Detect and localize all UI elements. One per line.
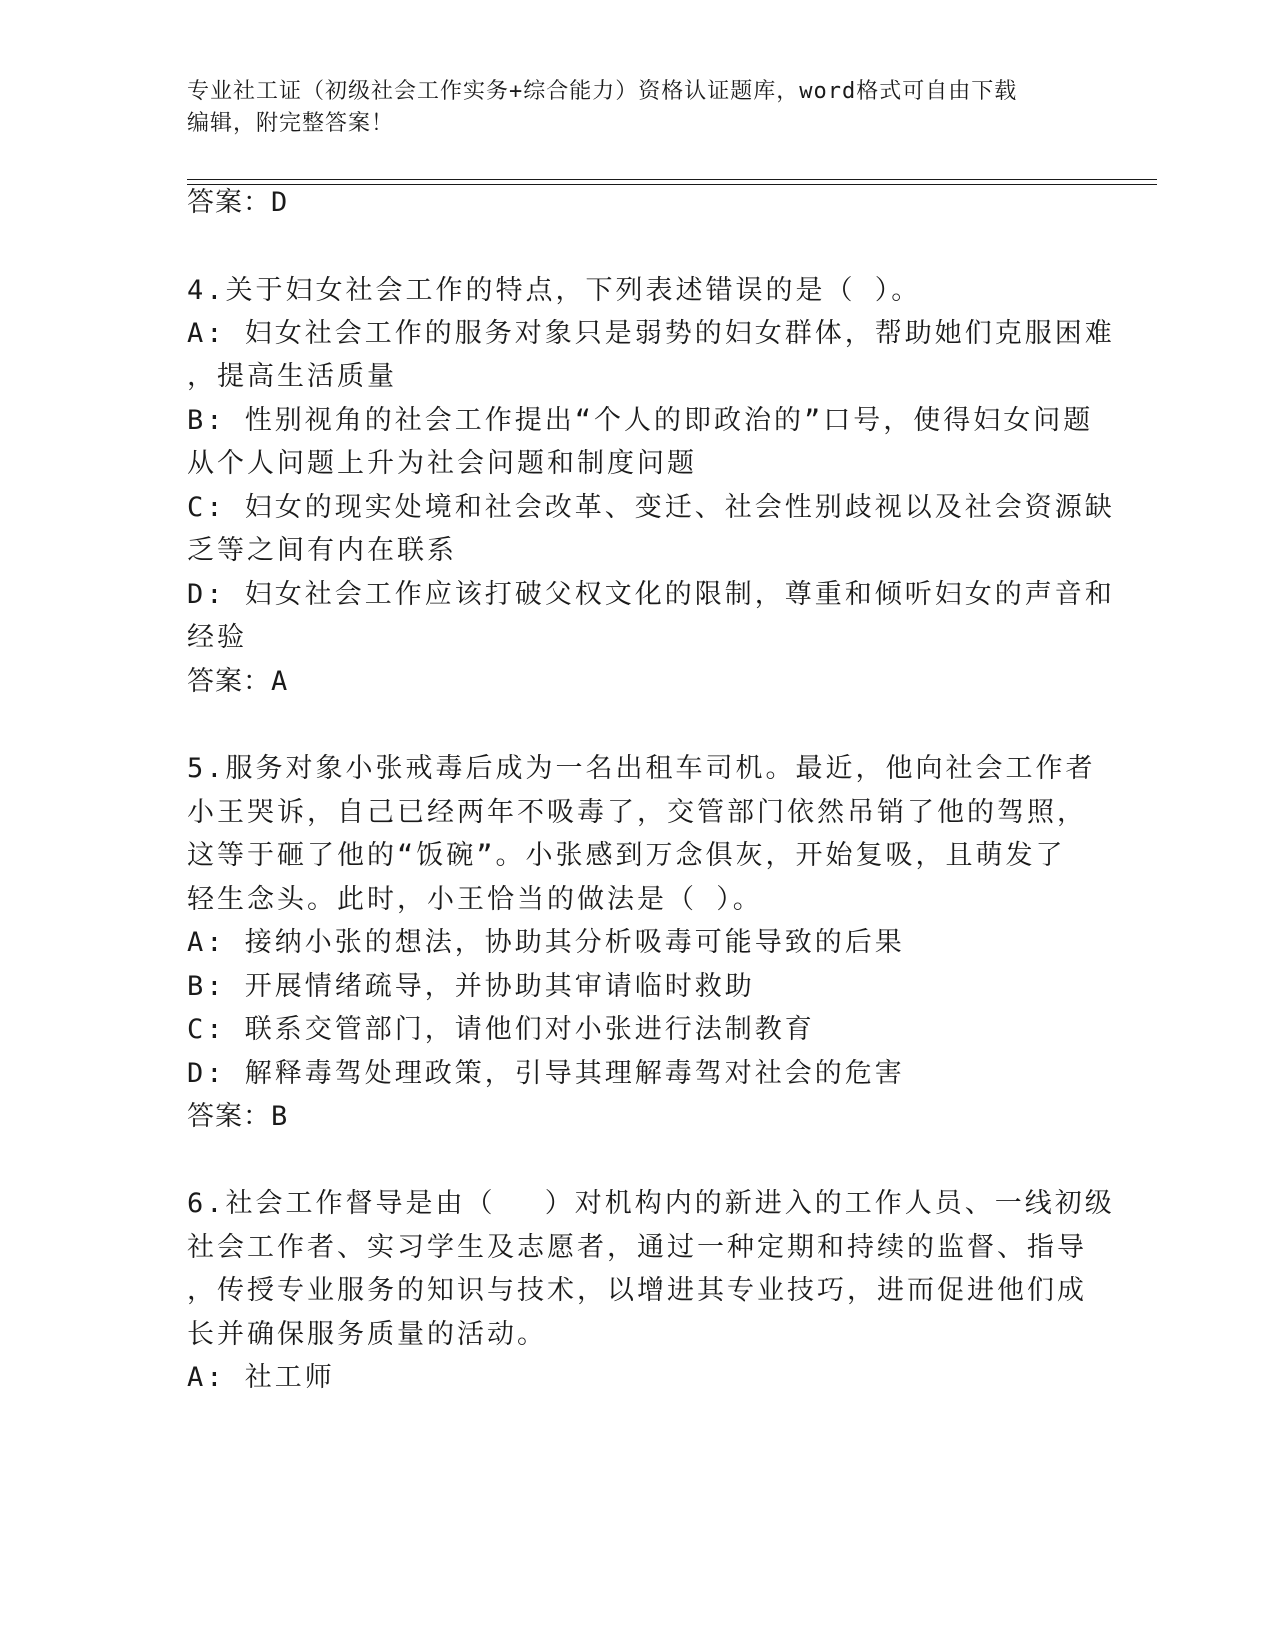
q6-stem-line-4: 长并确保服务质量的活动。: [187, 1319, 547, 1350]
q6-stem-line-3: ，传授专业服务的知识与技术，以增进其专业技巧，进而促进他们成: [187, 1275, 1087, 1306]
q4-stem: 4.关于妇女社会工作的特点，下列表述错误的是（ ）。: [187, 275, 922, 306]
q6-stem-line-1: 6.社会工作督导是由（ ）对机构内的新进入的工作人员、一线初级: [187, 1188, 1115, 1219]
q4-option-c-line-2: 乏等之间有内在联系: [187, 535, 457, 566]
q6-stem-line-2: 社会工作者、实习学生及志愿者，通过一种定期和持续的监督、指导: [187, 1232, 1087, 1263]
q5-stem-line-1: 5.服务对象小张戒毒后成为一名出租车司机。最近，他向社会工作者: [187, 753, 1096, 784]
q4-option-a-line-1: A: 妇女社会工作的服务对象只是弱势的妇女群体，帮助她们克服困难: [187, 318, 1115, 349]
q5-stem-line-4: 轻生念头。此时，小王恰当的做法是（ ）。: [187, 884, 763, 915]
q5-option-b: B: 开展情绪疏导，并协助其审请临时救助: [187, 971, 755, 1002]
q4-option-b-line-2: 从个人问题上升为社会问题和制度问题: [187, 448, 697, 479]
previous-answer: 答案：D: [187, 187, 289, 218]
q5-option-d: D: 解释毒驾处理政策，引导其理解毒驾对社会的危害: [187, 1058, 905, 1089]
q5-stem-line-3: 这等于砸了他的“饭碗”。小张感到万念俱灰，开始复吸，且萌发了: [187, 840, 1066, 871]
header-line-1: 专业社工证（初级社会工作实务+综合能力）资格认证题库，word格式可自由下载: [187, 79, 1018, 104]
q5-answer: 答案：B: [187, 1101, 289, 1132]
q5-option-c: C: 联系交管部门，请他们对小张进行法制教育: [187, 1014, 815, 1045]
header-divider-top: [187, 179, 1157, 180]
q6-option-a: A: 社工师: [187, 1362, 335, 1393]
q4-option-d-line-1: D: 妇女社会工作应该打破父权文化的限制，尊重和倾听妇女的声音和: [187, 579, 1115, 610]
q4-answer: 答案：A: [187, 666, 289, 697]
header-line-2: 编辑，附完整答案！: [187, 111, 395, 136]
q4-option-a-line-2: ，提高生活质量: [187, 361, 397, 392]
q4-option-b-line-1: B: 性别视角的社会工作提出“个人的即政治的”口号，使得妇女问题: [187, 405, 1094, 436]
q5-stem-line-2: 小王哭诉，自己已经两年不吸毒了，交管部门依然吊销了他的驾照，: [187, 797, 1087, 828]
header-divider-bottom: [187, 184, 1157, 185]
q5-option-a: A: 接纳小张的想法，协助其分析吸毒可能导致的后果: [187, 927, 905, 958]
q4-option-c-line-1: C: 妇女的现实处境和社会改革、变迁、社会性别歧视以及社会资源缺: [187, 492, 1115, 523]
page-header: [187, 76, 1087, 140]
q4-option-d-line-2: 经验: [187, 622, 247, 653]
